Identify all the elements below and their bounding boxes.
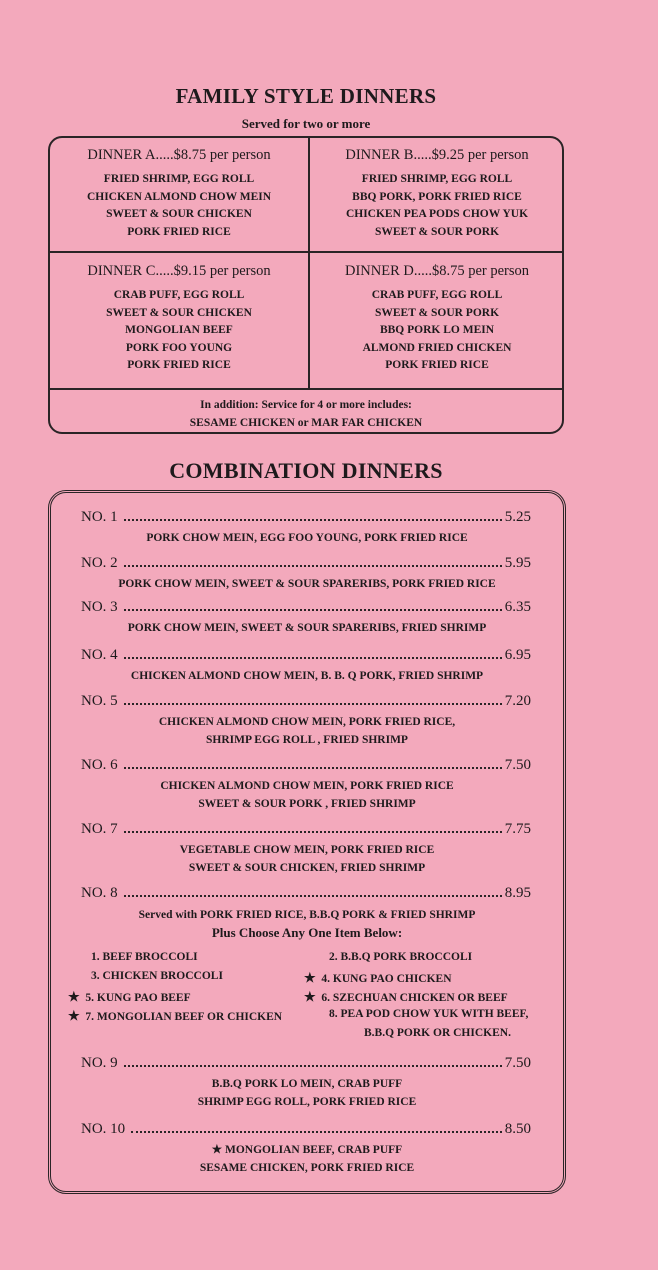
- dinner-item: SWEET & SOUR CHICKEN: [106, 306, 252, 319]
- entry-desc: PORK CHOW MEIN, EGG FOO YOUNG, PORK FRIED RICE: [146, 532, 468, 544]
- desc-line: SWEET & SOUR PORK , FRIED SHRIMP: [198, 798, 416, 810]
- dinner-item: BBQ PORK LO MEIN: [379, 324, 495, 336]
- dinner-item: PORK FRIED RICE: [385, 359, 489, 371]
- desc-line: ★ MONGOLIAN BEEF, CRAB PUFF: [211, 1144, 403, 1156]
- entry-leader: [81, 821, 531, 838]
- dinner-item: ALMOND FRIED CHICKEN: [362, 341, 512, 354]
- desc-line: SESAME CHICKEN, PORK FRIED RICE: [199, 1162, 415, 1174]
- entry-price: 7.20: [504, 693, 531, 709]
- entry-leader: [81, 757, 531, 774]
- star-icon: ★: [68, 1008, 80, 1023]
- desc-line: SWEET & SOUR CHICKEN, FRIED SHRIMP: [188, 862, 426, 874]
- option-6: [304, 989, 508, 1005]
- dinner-item: SWEET & SOUR PORK: [374, 225, 500, 238]
- option-8: 8. PEA POD CHOW YUK WITH BEEF,: [329, 1008, 529, 1020]
- entry-price: 6.95: [504, 647, 531, 663]
- entry-price: 7.50: [504, 1055, 531, 1071]
- option-1: 1. BEEF BROCCOLI: [91, 951, 198, 963]
- entry-leader: [81, 1121, 531, 1138]
- dinner-d: [308, 263, 566, 375]
- entry-number: NO. 5: [81, 693, 118, 709]
- dinner-head: DINNER B.....$9.25 per person: [345, 147, 529, 163]
- dinner-item: CRAB PUFF, EGG ROLL: [371, 289, 503, 301]
- entry-price: 8.50: [504, 1121, 531, 1137]
- option-5: [68, 989, 191, 1005]
- entry-desc: [51, 841, 563, 877]
- dinner-item: MONGOLIAN BEEF: [125, 324, 233, 336]
- divider: [50, 388, 562, 390]
- desc-line: B.B.Q PORK LO MEIN, CRAB PUFF: [211, 1078, 403, 1090]
- star-icon: ★: [68, 989, 80, 1004]
- entry-price: 6.35: [504, 599, 531, 615]
- option-label: 7. MONGOLIAN BEEF OR CHICKEN: [85, 1011, 283, 1023]
- option-label: 6. SZECHUAN CHICKEN OR BEEF: [321, 992, 508, 1004]
- family-addition: [50, 396, 562, 432]
- choose-label: Plus Choose Any One Item Below:: [211, 925, 403, 940]
- entry-desc: CHICKEN ALMOND CHOW MEIN, B. B. Q PORK, FRIED SHRIMP: [130, 670, 484, 682]
- entry-number: NO. 1: [81, 509, 118, 525]
- desc-line: SHRIMP EGG ROLL, PORK FRIED RICE: [197, 1096, 417, 1108]
- dinner-item: SWEET & SOUR PORK: [374, 306, 500, 319]
- entry-leader: [81, 599, 531, 616]
- entry-number: NO. 10: [81, 1121, 126, 1137]
- entry-leader: [81, 509, 531, 526]
- option-2: 2. B.B.Q PORK BROCCOLI: [329, 951, 473, 963]
- entry-desc: [51, 713, 563, 749]
- option-7: [68, 1008, 282, 1024]
- entry-number: NO. 3: [81, 599, 118, 615]
- entry-leader: [81, 555, 531, 572]
- dinner-b: [308, 147, 566, 241]
- divider: [50, 251, 562, 253]
- desc-line: CHICKEN ALMOND CHOW MEIN, PORK FRIED RICE: [160, 780, 454, 792]
- dinner-item: PORK FRIED RICE: [127, 359, 231, 371]
- entry-leader: [81, 1055, 531, 1072]
- star-icon: ★: [304, 989, 316, 1004]
- dinner-item: CHICKEN PEA PODS CHOW YUK: [345, 208, 529, 220]
- combination-dinners-box: [48, 490, 566, 1194]
- family-dinners-box: [48, 136, 564, 434]
- entry-leader: [81, 647, 531, 664]
- option-8-cont: B.B.Q PORK OR CHICKEN.: [364, 1027, 511, 1039]
- entry-desc: PORK CHOW MEIN, SWEET & SOUR SPARERIBS, PORK FRIED RICE: [118, 578, 496, 590]
- dinner-item: PORK FRIED RICE: [127, 225, 231, 238]
- dinner-item: CRAB PUFF, EGG ROLL: [113, 289, 245, 301]
- star-icon: ★: [304, 970, 316, 985]
- entry-number: NO. 9: [81, 1055, 118, 1071]
- entry-desc: Served with PORK FRIED RICE, B.B.Q PORK & FRIED SHRIMP: [138, 909, 476, 921]
- option-label: 4. KUNG PAO CHICKEN: [321, 973, 452, 985]
- entry-leader: [81, 885, 531, 902]
- entry-number: NO. 2: [81, 555, 118, 571]
- entry-number: NO. 6: [81, 757, 118, 773]
- option-3: 3. CHICKEN BROCCOLI: [91, 970, 223, 982]
- entry-leader: [81, 693, 531, 710]
- desc-line: VEGETABLE CHOW MEIN, PORK FRIED RICE: [179, 844, 435, 856]
- dinner-head: DINNER A.....$8.75 per person: [87, 147, 271, 163]
- entry-desc: [51, 1141, 563, 1177]
- dinner-c: [50, 263, 308, 375]
- entry-price: 5.25: [504, 509, 531, 525]
- dinner-item: BBQ PORK, PORK FRIED RICE: [352, 190, 522, 203]
- entry-desc: [51, 777, 563, 813]
- entry-number: NO. 7: [81, 821, 118, 837]
- combo-title: COMBINATION DINNERS: [169, 458, 443, 483]
- option-label: 5. KUNG PAO BEEF: [85, 992, 191, 1004]
- entry-price: 8.95: [504, 885, 531, 901]
- dinner-item: CHICKEN ALMOND CHOW MEIN: [86, 190, 272, 203]
- dinner-item: PORK FOO YOUNG: [125, 341, 233, 354]
- entry-price: 7.50: [504, 757, 531, 773]
- entry-price: 5.95: [504, 555, 531, 571]
- family-title: FAMILY STYLE DINNERS: [175, 84, 437, 108]
- entry-number: NO. 8: [81, 885, 118, 901]
- dinner-item: FRIED SHRIMP, EGG ROLL: [361, 173, 513, 185]
- family-subtitle: Served for two or more: [241, 116, 371, 131]
- entry-desc: [51, 1075, 563, 1111]
- entry-number: NO. 4: [81, 647, 118, 663]
- addition-line: In addition: Service for 4 or more includes:: [200, 399, 412, 411]
- entry-price: 7.75: [504, 821, 531, 837]
- dinner-a: [50, 147, 308, 241]
- dinner-item: SWEET & SOUR CHICKEN: [106, 208, 252, 220]
- dinner-head: DINNER C.....$9.15 per person: [87, 263, 271, 279]
- dinner-item: FRIED SHRIMP, EGG ROLL: [103, 173, 255, 185]
- desc-line: SHRIMP EGG ROLL , FRIED SHRIMP: [206, 734, 408, 746]
- option-4: [304, 970, 452, 986]
- desc-line: CHICKEN ALMOND CHOW MEIN, PORK FRIED RICE,: [158, 716, 456, 728]
- dinner-head: DINNER D.....$8.75 per person: [344, 263, 530, 279]
- entry-desc: PORK CHOW MEIN, SWEET & SOUR SPARERIBS, FRIED SHRIMP: [127, 622, 487, 634]
- addition-line: SESAME CHICKEN or MAR FAR CHICKEN: [189, 417, 423, 429]
